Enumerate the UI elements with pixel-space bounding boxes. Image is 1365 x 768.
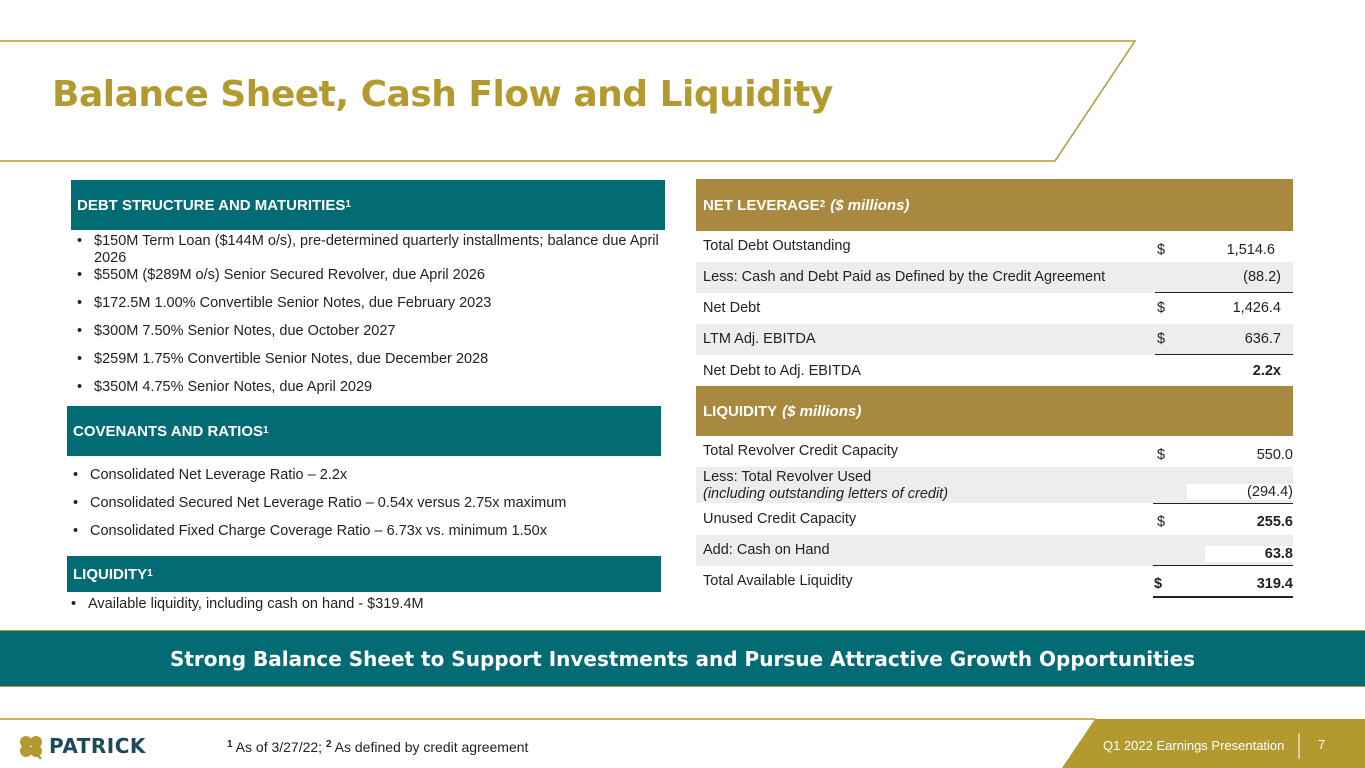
row-label: Total Revolver Credit Capacity xyxy=(703,443,899,459)
net-leverage-header-label: NET LEVERAGE xyxy=(703,196,820,214)
footnotes xyxy=(227,739,528,755)
row-value: 319.4 xyxy=(1256,576,1293,592)
debt-item: • $550M ($289M o/s) Senior Secured Revolver, due April 2026 xyxy=(74,267,664,295)
debt-item: • $172.5M 1.00% Convertible Senior Notes, due February 2023 xyxy=(74,295,664,323)
debt-item: • $350M 4.75% Senior Notes, due April 2029 xyxy=(74,379,664,399)
row-value: 550.0 xyxy=(1256,447,1293,463)
row-label: Total Available Liquidity xyxy=(703,573,853,589)
row-currency: $ xyxy=(1157,300,1166,316)
covenant-item: • Consolidated Secured Net Leverage Ratio – 0.54x versus 2.75x maximum xyxy=(70,495,660,523)
summary-banner xyxy=(0,630,1365,687)
footnote-text: As defined by credit agreement xyxy=(331,739,529,755)
row-value: 63.8 xyxy=(1205,546,1293,562)
row-value: 2.2x xyxy=(1252,363,1281,379)
row-currency: $ xyxy=(1157,447,1166,463)
liquidity-table-header xyxy=(696,386,1293,436)
liquidity-table-unit: ($ millions) xyxy=(782,402,862,420)
row-label: Unused Credit Capacity xyxy=(703,511,857,527)
liquidity-row xyxy=(696,566,1293,596)
liquidity-row xyxy=(696,436,1293,467)
row-currency: $ xyxy=(1157,514,1166,530)
net-leverage-row xyxy=(696,324,1293,355)
row-currency: $ xyxy=(1157,242,1166,258)
row-value: 636.7 xyxy=(1244,331,1281,347)
covenants-header-label: COVENANTS AND RATIOS xyxy=(73,422,264,440)
row-label: Total Debt Outstanding xyxy=(703,238,851,254)
debt-structure-header: DEBT STRUCTURE AND MATURITIES 1 xyxy=(71,180,665,230)
net-leverage-header: NET LEVERAGE 2 ($ millions) xyxy=(696,179,1293,231)
row-value: 255.6 xyxy=(1256,514,1293,530)
debt-structure-header-label: DEBT STRUCTURE AND MATURITIES xyxy=(77,196,346,214)
row-label: Net Debt to Adj. EBITDA xyxy=(703,363,861,379)
covenants-list xyxy=(70,467,660,543)
row-sublabel: (including outstanding letters of credit) xyxy=(703,486,949,502)
net-leverage-unit: ($ millions) xyxy=(830,196,910,214)
covenant-item: • Consolidated Net Leverage Ratio – 2.2x xyxy=(70,467,660,495)
row-value: 1,514.6 xyxy=(1226,242,1275,258)
liquidity-row xyxy=(696,535,1293,566)
page-title: Balance Sheet, Cash Flow and Liquidity xyxy=(52,74,833,115)
row-label: LTM Adj. EBITDA xyxy=(703,331,816,347)
net-leverage-row xyxy=(696,355,1293,386)
covenant-item: • Consolidated Fixed Charge Coverage Ratio – 6.73x vs. minimum 1.50x xyxy=(70,523,660,543)
summary-banner-text: Strong Balance Sheet to Support Investments and Pursue Attractive Growth Opportunities xyxy=(169,646,1196,671)
row-label: Net Debt xyxy=(703,300,761,316)
debt-item: • $150M Term Loan ($144M o/s), pre-determined quarterly installments; balance due April 2026 xyxy=(74,233,664,267)
liquidity-row xyxy=(696,467,1293,503)
liquidity-table-header-label: LIQUIDITY xyxy=(703,402,778,420)
footnote-text: As of 3/27/22; xyxy=(232,739,326,755)
row-currency: $ xyxy=(1157,331,1166,347)
debt-structure-list xyxy=(74,233,664,399)
footnote-marker: 1 xyxy=(227,739,233,750)
row-value: 1,426.4 xyxy=(1232,300,1281,316)
clover-logo-icon xyxy=(17,734,45,760)
covenants-header: COVENANTS AND RATIOS 1 xyxy=(67,406,661,456)
presentation-name: Q1 2022 Earnings Presentation xyxy=(1103,738,1285,753)
row-label: Less: Cash and Debt Paid as Defined by the Credit Agreement xyxy=(703,269,1106,285)
liquidity-row xyxy=(696,504,1293,535)
debt-item: • $300M 7.50% Senior Notes, due October 2027 xyxy=(74,323,664,351)
page-number: 7 xyxy=(1318,737,1326,752)
row-currency: $ xyxy=(1154,576,1163,592)
company-logo-text: PATRICK xyxy=(49,734,146,758)
net-leverage-row xyxy=(696,262,1293,293)
debt-item: • $259M 1.75% Convertible Senior Notes, due December 2028 xyxy=(74,351,664,379)
row-label: Add: Cash on Hand xyxy=(703,542,830,558)
liquidity-header: LIQUIDITY 1 xyxy=(67,556,661,592)
liquidity-item: • Available liquidity, including cash on hand - $319.4M xyxy=(68,596,658,613)
double-underline xyxy=(1153,596,1293,598)
net-leverage-row xyxy=(696,293,1293,324)
row-value: (88.2) xyxy=(1243,269,1281,285)
row-label: Less: Total Revolver Used xyxy=(703,469,872,485)
liquidity-list xyxy=(68,596,658,613)
net-leverage-row xyxy=(696,231,1293,262)
footnote-marker: 2 xyxy=(325,739,332,750)
row-value: (294.4) xyxy=(1187,484,1293,500)
liquidity-header-label: LIQUIDITY xyxy=(73,565,148,583)
